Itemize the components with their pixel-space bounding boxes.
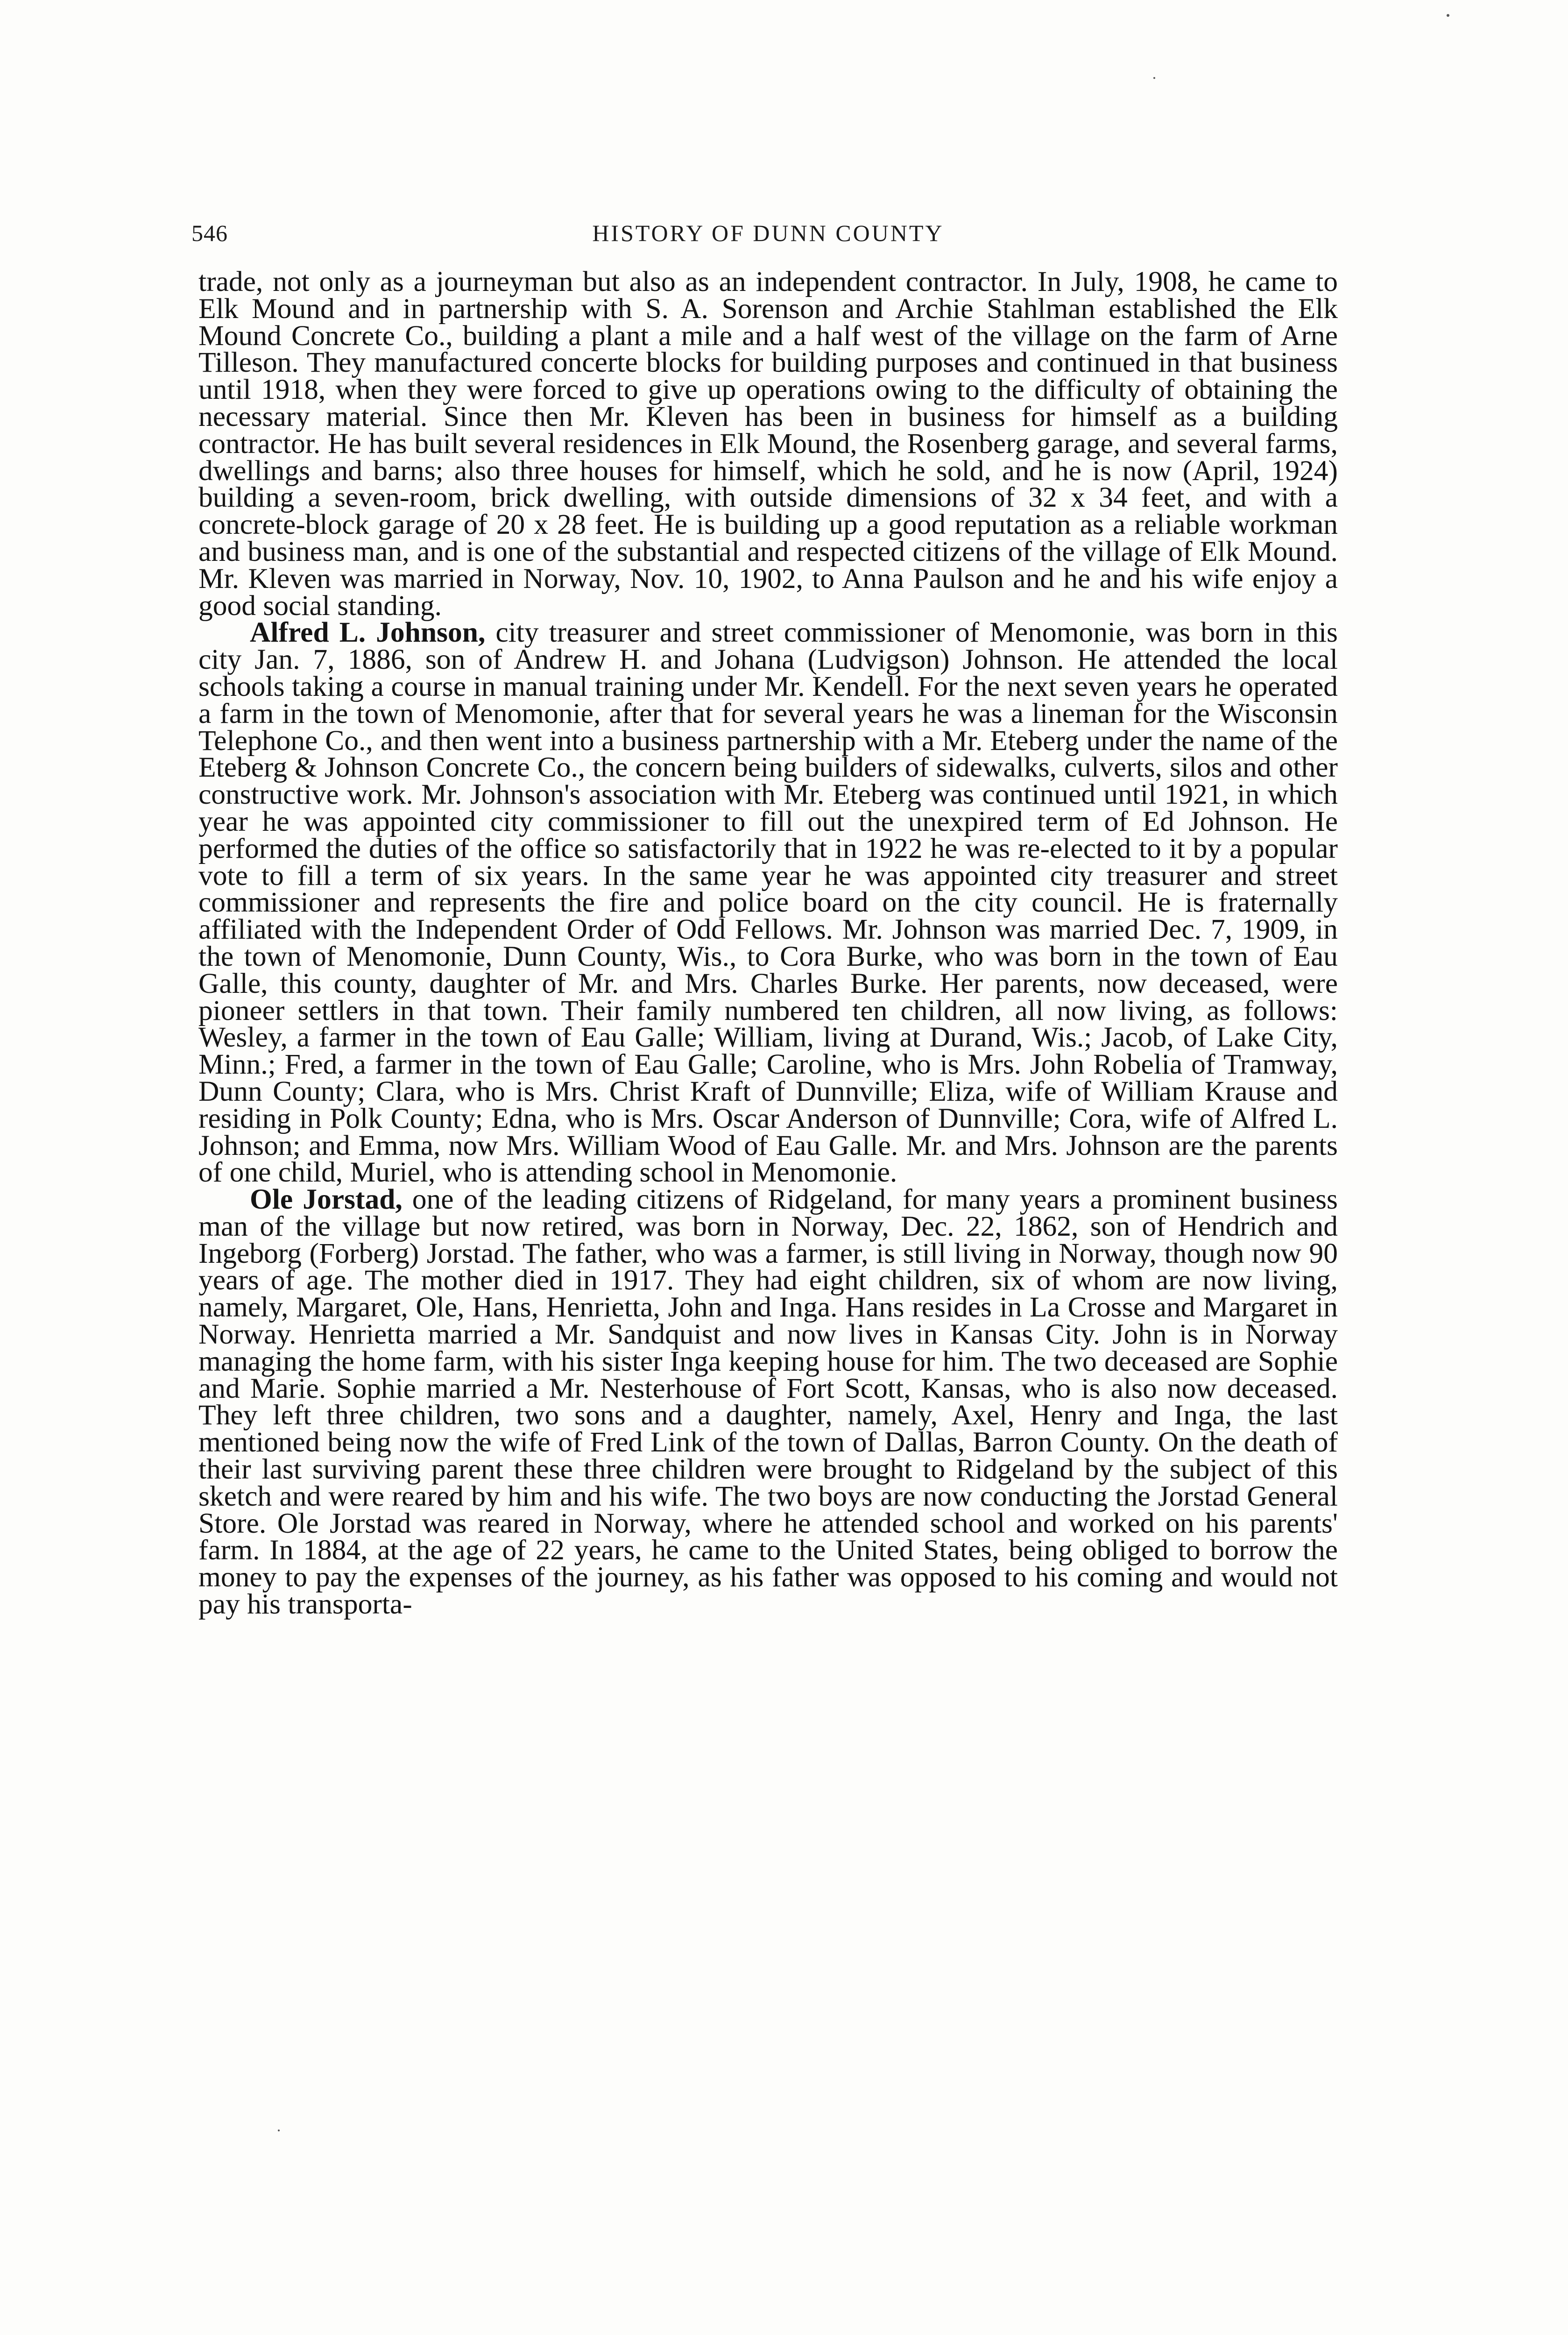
page-number: 546	[191, 220, 228, 246]
running-title: HISTORY OF DUNN COUNTY	[592, 220, 944, 246]
scan-speck	[1447, 14, 1449, 17]
paragraph-text: one of the leading citizens of Ridgeland, for many years a prominent business man of the village but now retired, was born in Norway, Dec. 22, 1862, son of Hendrich and Ingeborg (Forberg) Jorstad. The father, who was a farmer, is still living in Norway, though now 90 years of age. The mother died in 1917. They had eight children, six of whom are now living, namely, Margaret, Ole, Hans, Henrietta, John and Inga. Hans resides in La Crosse and Margaret in Norway. Henrietta married a Mr. Sandquist and now lives in Kansas City. John is in Norway managing the home farm, with his sister Inga keeping house for him. The two deceased are Sophie and Marie. Sophie married a Mr. Nesterhouse of Fort Scott, Kansas, who is also now deceased. They left three children, two sons and a daughter, namely, Axel, Henry and Inga, the last mentioned being now the wife of Fred Link of the town of Dallas, Barron County. On the death of their last surviving parent these three children were brought to Ridgeland by the subject of this sketch and were reared by him and his wife. The two boys are now conducting the Jorstad General Store. Ole Jorstad was reared in Norway, where he attended school and worked on his parents' farm. In 1884, at the age of 22 years, he came to the United States, being obliged to borrow the money to pay the expenses of the journey, as his father was opposed to his coming and would not pay his transporta-	[198, 1183, 1338, 1620]
paragraph-alfred-johnson	[198, 616, 1338, 1189]
page-header	[191, 219, 1345, 262]
scan-speck	[1153, 77, 1155, 79]
paragraph-text: city treasurer and street commissioner of Menomonie, was born in this city Jan. 7, 1886, son of Andrew H. and Johana (Ludvigson) Johnson. He attended the local schools taking a course in manual training under Mr. Kendell. For the next seven years he operated a farm in the town of Menomonie, after that for several years he was a lineman for the Wisconsin Telephone Co., and then went into a business partnership with a Mr. Eteberg under the name of the Eteberg & Johnson Concrete Co., the concern being builders of sidewalks, culverts, silos and other constructive work. Mr. Johnson's association with Mr. Eteberg was continued until 1921, in which year he was appointed city commissioner to fill out the unexpired term of Ed Johnson. He performed the duties of the office so satisfactorily that in 1922 he was re-elected to it by a popular vote to fill a term of six years. In the same year he was appointed city treasurer and street commissioner and represents the fire and police board on the city council. He is fraternally affiliated with the Independent Order of Odd Fellows. Mr. Johnson was married Dec. 7, 1909, in the town of Menomonie, Dunn County, Wis., to Cora Burke, who was born in the town of Eau Galle, this county, daughter of Mr. and Mrs. Charles Burke. Her parents, now deceased, were pioneer settlers in that town. Their family numbered ten children, all now living, as follows: Wesley, a farmer in the town of Eau Galle; William, living at Durand, Wis.; Jacob, of Lake City, Minn.; Fred, a farmer in the town of Eau Galle; Caroline, who is Mrs. John Robelia of Tramway, Dunn County; Clara, who is Mrs. Christ Kraft of Dunnville; Eliza, wife of William Krause and residing in Polk County; Edna, who is Mrs. Oscar Anderson of Dunnville; Cora, wife of Alfred L. Johnson; and Emma, now Mrs. William Wood of Eau Galle. Mr. and Mrs. Johnson are the parents of one child, Muriel, who is attending school in Menomonie.	[198, 616, 1338, 1189]
paragraph-text: trade, not only as a journeyman but also as an independent contractor. In July, 1908, he came to Elk Mound and in partnership with S. A. Sorenson and Archie Stahlman established the Elk Mound Concrete Co., building a plant a mile and a half west of the village on the farm of Arne Tilleson. They manufactured concerte blocks for building purposes and continued in that business until 1918, when they were forced to give up operations owing to the difficulty of obtaining the necessary material. Since then Mr. Kleven has been in business for himself as a building contractor. He has built several residences in Elk Mound, the Rosenberg garage, and several farms, dwellings and barns; also three houses for himself, which he sold, and he is now (April, 1924) building a seven-room, brick dwelling, with outside dimensions of 32 x 34 feet, and with a concrete-block garage of 20 x 28 feet. He is building up a good reputation as a reliable workman and business man, and is one of the substantial and respected citizens of the village of Elk Mound. Mr. Kleven was married in Norway, Nov. 10, 1902, to Anna Paulson and he and his wife enjoy a good social standing.	[198, 266, 1338, 622]
entry-name: Ole Jorstad,	[250, 1183, 403, 1216]
scan-speck	[278, 2130, 280, 2131]
paragraph-ole-jorstad	[198, 1183, 1338, 1620]
paragraph-kleven-continuation	[198, 266, 1338, 622]
entry-name: Alfred L. Johnson,	[250, 616, 486, 649]
body-text	[198, 266, 1338, 1620]
